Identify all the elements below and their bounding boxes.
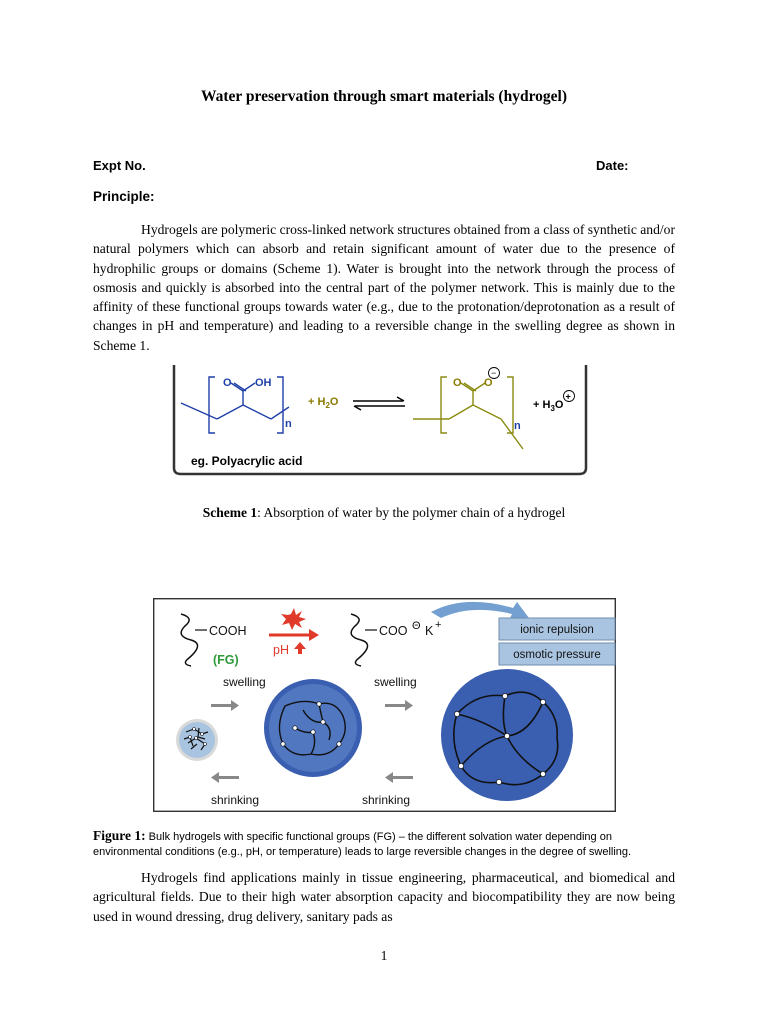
scheme-plus-h3o: + $H_3O$ bbox=[533, 399, 564, 413]
scheme-o-right-1: O bbox=[453, 377, 462, 389]
paragraph-principle: Hydrogels are polymeric cross-linked network structures obtained from a class of synthetic and/or natural polymers which can absorb and retain significant amount of water due to the presence of hydrophilic groups or domains (Scheme 1). Water is brought into the network through the process of osmosis and quickly is absorbed into the central part of the polymer network. This is mainly due to the affinity of these functional groups towards water (e.g., due to the protonation/deprotonation as a result of changes in pH and temperature) and leading to a reversible change in the swelling degree as shown in Scheme 1. bbox=[93, 222, 675, 353]
fig-coo-label: COO bbox=[379, 624, 408, 638]
scheme-o-right-2: O bbox=[484, 377, 493, 389]
fig-swelling-2: swelling bbox=[374, 675, 417, 689]
fig-osmotic-pressure: osmotic pressure bbox=[513, 649, 601, 661]
swollen-gel-icon bbox=[441, 669, 573, 801]
collapsed-gel-icon bbox=[176, 719, 218, 761]
fig-fg-label: (FG) bbox=[213, 653, 239, 667]
scheme-o-left: O bbox=[223, 377, 232, 389]
scheme-1-diagram bbox=[171, 365, 589, 477]
scheme-plus-h2o: + $H_2O$ bbox=[308, 396, 339, 410]
date-label: Date: bbox=[596, 158, 629, 173]
scheme-minus-charge: − bbox=[491, 368, 497, 378]
section-heading-principle: Principle: bbox=[93, 189, 155, 204]
fig-kplus-label: + bbox=[435, 619, 442, 631]
fig-swelling-1: swelling bbox=[223, 675, 266, 689]
paragraph-applications: Hydrogels find applications mainly in tissue engineering, pharmaceutical, and biomedical and agricultural fields. Due to their high water absorption capacity and biocompatibility they are now being used in wound dressing, drug delivery, sanitary pads as bbox=[93, 870, 675, 924]
scheme-oh: OH bbox=[255, 377, 272, 389]
scheme-1-caption: Scheme 1: Absorption of water by the polymer chain of a hydrogel bbox=[202, 505, 566, 520]
fig-shrinking-2: shrinking bbox=[362, 793, 411, 807]
fig-theta-label: Θ bbox=[412, 620, 421, 632]
fig-cooh-label: COOH bbox=[209, 624, 247, 638]
scheme-n-right: n bbox=[514, 420, 521, 432]
expt-no-label: Expt No. bbox=[93, 158, 146, 173]
page-number: 1 bbox=[380, 948, 388, 963]
fig-ph-label: pH bbox=[273, 643, 289, 657]
scheme-example-label: eg. Polyacrylic acid bbox=[191, 454, 303, 468]
equilibrium-arrow bbox=[353, 397, 405, 410]
scheme-n-left: n bbox=[285, 418, 292, 430]
figure-1-caption: Figure 1: Bulk hydrogels with specific functional groups (FG) – the different solvation water depending on environmental conditions (e.g., pH, or temperature) leads to large reversible changes in the degree of swelling. bbox=[93, 828, 632, 858]
medium-gel-icon bbox=[264, 679, 362, 777]
fig-shrinking-1: shrinking bbox=[211, 793, 260, 807]
figure-1-diagram bbox=[153, 598, 616, 812]
document-title: Water preservation through smart materials (hydrogel) bbox=[200, 88, 568, 105]
fig-k-label: K bbox=[425, 624, 434, 638]
fig-ionic-repulsion: ionic repulsion bbox=[520, 624, 594, 636]
scheme-plus-charge: + bbox=[565, 391, 571, 402]
